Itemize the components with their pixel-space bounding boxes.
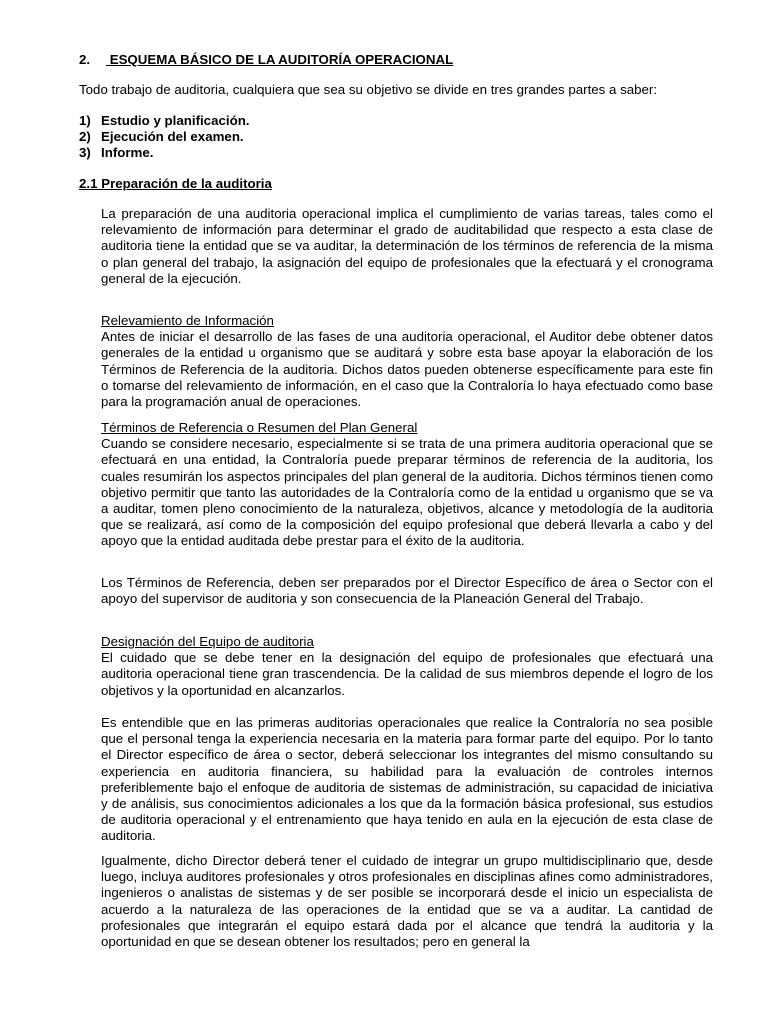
- preparacion-paragraph: La preparación de una auditoria operacional implica el cumplimiento de varias tareas, tales como el relevamiento de información para determinar el grado de auditabilidad que respecto a esta clase de auditoria tiene la entidad que se va auditar, la determinación de los términos de referencia de la misma o plan general del trabajo, la asignación del equipo de profesionales que la efectuará y el cronograma general de la ejecución.: [101, 206, 713, 286]
- relevamiento-paragraph: Antes de iniciar el desarrollo de las fases de una auditoria operacional, el Auditor debe obtener datos generales de la entidad u organismo que se auditará y sobre esta base apoyar la elaboración de los Términos de Referencia de la auditoria. Dichos datos pueden obtenerse específicamente para este fin o tomarse del relevamiento de información, en el caso que la Contraloría lo haya efectuado como base para la programación anual de operaciones.: [101, 329, 713, 410]
- list-item-number: 1): [79, 113, 91, 128]
- subsection-number: 2.1: [79, 176, 98, 191]
- list-item-text: Informe.: [101, 145, 154, 161]
- terminos-title: Términos de Referencia o Resumen del Plan General: [101, 420, 418, 435]
- intro-paragraph: Todo trabajo de auditoria, cualquiera que sea su objetivo se divide en tres grandes partes a saber:: [79, 82, 658, 97]
- designacion-paragraph-3: Igualmente, dicho Director deberá tener el cuidado de integrar un grupo multidisciplinario que, desde luego, incluya auditores profesionales y otros profesionales en disciplinas afines como administradores, ingenieros o analistas de sistemas y de ser posible se incorporará desde el inicio un especialista de acuerdo a la naturaleza de las operaciones de la entidad que se va a auditar. La cantidad de profesionales que integrarán el equipo estará dada por el alcance que tendrá la auditoria y la oportunidad en que se desean obtener los resultados; pero en general la: [101, 853, 713, 950]
- subsection-title: Preparación de la auditoria: [97, 176, 272, 191]
- list-item-text: Ejecución del examen.: [101, 129, 244, 145]
- designacion-paragraph-2: Es entendible que en las primeras auditorias operacionales que realice la Contraloría no sea posible que el personal tenga la experiencia necesaria en la materia para formar parte del equipo. Por lo tanto el Director específico de área o sector, deberá seleccionar los integrantes del mismo consultando su experiencia en auditoria financiera, su habilidad para la evaluación de controles internos preferiblemente bajo el enfoque de auditoria de sistemas de administración, su capacidad de iniciativa y de análisis, sus conocimientos adicionales a los que da la formación básica profesional, sus estudios de auditoria operacional y el entrenamiento que haya tenido en aula en la ejecución de esta clase de auditoria.: [101, 715, 713, 844]
- relevamiento-title: Relevamiento de Información: [101, 313, 274, 328]
- designacion-section: [101, 634, 713, 699]
- list-item-number: 2): [79, 129, 91, 145]
- parts-list: [79, 113, 479, 162]
- list-item: [79, 145, 479, 161]
- section-number: 2.: [79, 52, 91, 67]
- designacion-paragraph: El cuidado que se debe tener en la designación del equipo de profesionales que efectuará una auditoria operacional tiene gran trascendencia. De la calidad de sus miembros depende el logro de los objetivos y la oportunidad en alcanzarlos.: [101, 650, 713, 698]
- list-item-number: 3): [79, 145, 91, 161]
- section-title: ESQUEMA BÁSICO DE LA AUDITORÍA OPERACIONAL: [106, 52, 454, 67]
- list-item: [79, 129, 479, 145]
- list-item-text: Estudio y planificación.: [101, 113, 250, 128]
- relevamiento-section: [101, 313, 713, 410]
- list-item: [79, 113, 479, 129]
- section-heading: [79, 52, 709, 68]
- designacion-title: Designación del Equipo de auditoria: [101, 634, 314, 649]
- subsection-heading: [79, 176, 679, 192]
- terminos-paragraph-2: Los Términos de Referencia, deben ser preparados por el Director Específico de área o Sector con el apoyo del supervisor de auditoria y son consecuencia de la Planeación General del Trabajo.: [101, 575, 713, 607]
- terminos-section: [101, 420, 713, 550]
- terminos-paragraph: Cuando se considere necesario, especialmente si se trata de una primera auditoria operacional que se efectuará en una entidad, la Contraloría puede preparar términos de referencia de la auditoria, los cuales resumirán los aspectos principales del plan general de la auditoria. Dichos términos tienen como objetivo permitir que tanto las autoridades de la Contraloría como de la entidad u organismo que se va a auditar, tomen pleno conocimiento de la naturaleza, objetivos, alcance y metodología de la auditoria que se realizará, así como de la composición del equipo profesional que deberá llevarla a cabo y del apoyo que la entidad auditada debe prestar para el éxito de la auditoria.: [101, 436, 713, 549]
